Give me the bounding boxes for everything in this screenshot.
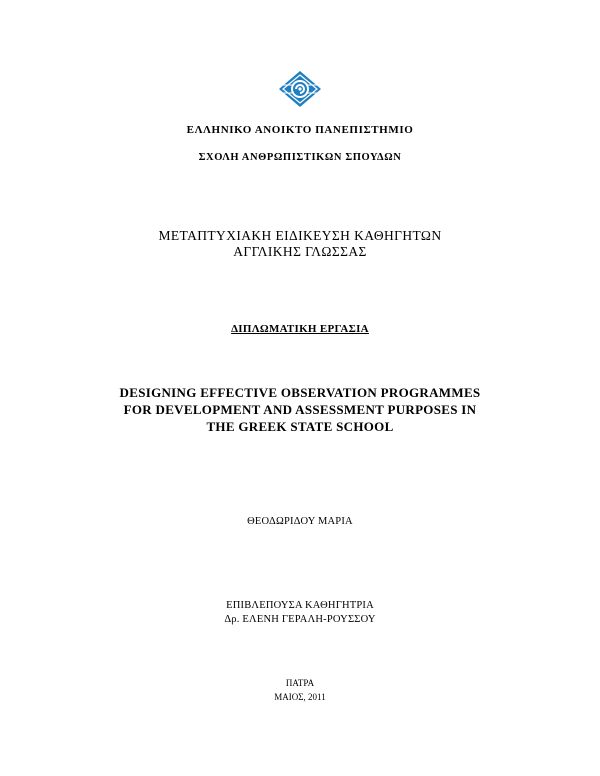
thesis-title xyxy=(0,384,600,435)
university-name: ΕΛΛΗΝΙΚΟ ΑΝΟΙΚΤΟ ΠΑΝΕΠΙΣΤΗΜΙΟ xyxy=(186,124,414,136)
thesis-title-line-3: THE GREEK STATE SCHOOL xyxy=(206,419,394,434)
program-title-line-1: ΜΕΤΑΠΤΥΧΙΑΚΗ ΕΙΔΙΚΕΥΣΗ ΚΑΘΗΓΗΤΩΝ xyxy=(158,228,442,243)
supervisor-name: Δρ. ΕΛΕΝΗ ΓΕΡΑΛΗ-ΡΟΥΣΣΟΥ xyxy=(224,614,376,625)
date: ΜΑΙΟΣ, 2011 xyxy=(274,692,326,702)
supervisor-block xyxy=(0,599,600,627)
program-title xyxy=(0,228,600,260)
university-logo-icon xyxy=(278,70,322,108)
place-date-block xyxy=(0,676,600,704)
city: ΠΑΤΡΑ xyxy=(285,678,315,688)
thesis-title-line-2: FOR DEVELOPMENT AND ASSESSMENT PURPOSES IN xyxy=(123,402,477,417)
school-name: ΣΧΟΛΗ ΑΝΘΡΩΠΙΣΤΙΚΩΝ ΣΠΟΥΔΩΝ xyxy=(198,152,402,163)
supervisor-role: ΕΠΙΒΛΕΠΟΥΣΑ ΚΑΘΗΓΗΤΡΙΑ xyxy=(226,600,374,611)
author-name: ΘΕΟΔΩΡΙΔΟΥ ΜΑΡΙΑ xyxy=(247,516,353,527)
program-title-line-2: ΑΓΓΛΙΚΗΣ ΓΛΩΣΣΑΣ xyxy=(233,244,367,259)
thesis-title-line-1: DESIGNING EFFECTIVE OBSERVATION PROGRAMMES xyxy=(119,385,481,400)
thesis-type: ΔΙΠΛΩΜΑΤΙΚΗ ΕΡΓΑΣΙΑ xyxy=(231,323,369,335)
